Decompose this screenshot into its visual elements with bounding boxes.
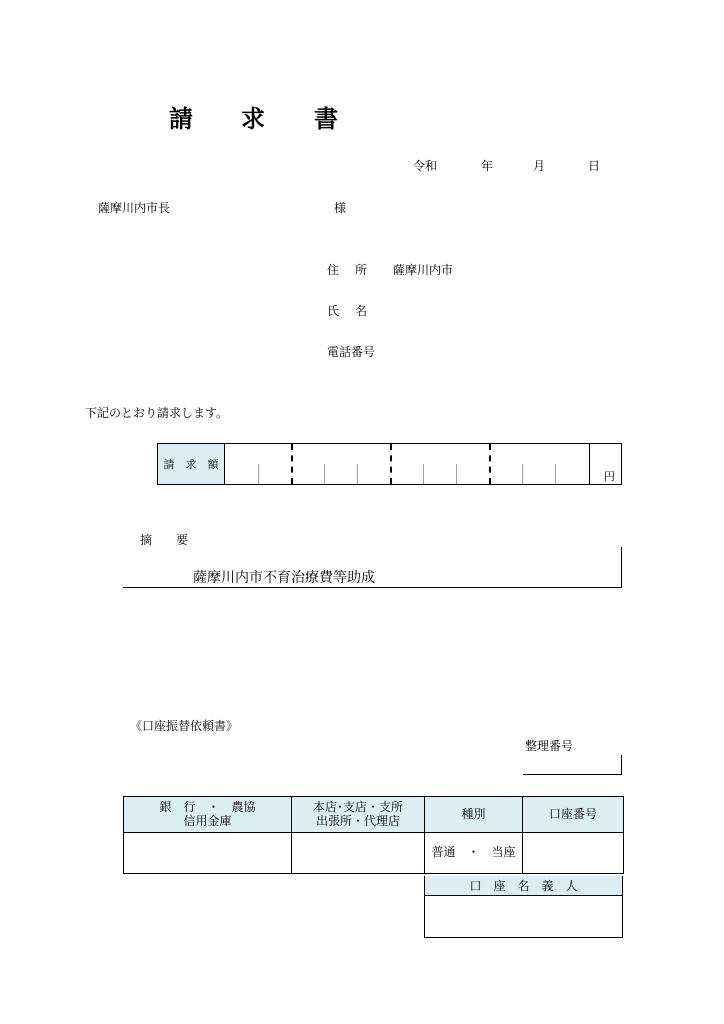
bank-table-data-row [124, 833, 624, 874]
digit-divider [456, 464, 457, 484]
bank-header-cell [124, 797, 292, 833]
date-day-unit: 日 [588, 159, 601, 173]
digit-divider [423, 464, 424, 484]
phone-label: 電話番号 [327, 345, 376, 359]
addressee-honorific: 様 [334, 201, 347, 215]
addressee-name: 薩摩川内市長 [98, 201, 171, 215]
account-number-header-cell: 口座番号 [523, 797, 624, 833]
title-char: 書 [314, 105, 338, 133]
date-year-unit: 年 [481, 159, 494, 173]
digit-divider [555, 464, 556, 484]
bank-header-line1: 銀 行 ・ 農協 [159, 799, 256, 814]
digit-divider [258, 464, 259, 484]
branch-header-line2: 出張所・代理店 [315, 813, 400, 828]
group-divider [489, 444, 491, 484]
amount-table [157, 443, 622, 485]
date-month-unit: 月 [533, 159, 546, 173]
yen-unit: 円 [604, 470, 615, 483]
bank-header-line2: 信用金庫 [183, 813, 232, 828]
group-divider [390, 444, 392, 484]
account-number-cell [523, 833, 624, 874]
account-holder-cell [425, 896, 622, 937]
title-char: 請 [169, 105, 193, 133]
bank-account-table [123, 796, 624, 874]
account-type-cell: 普通 ・ 当座 [425, 833, 523, 874]
branch-name-cell [292, 833, 425, 874]
summary-label: 摘 要 [140, 533, 189, 547]
title-char: 求 [241, 105, 265, 133]
amount-label: 請 求 額 [158, 444, 225, 484]
address-label: 住 所 [327, 263, 370, 277]
address-value: 薩摩川内市 [393, 263, 454, 277]
bank-name-cell [124, 833, 292, 874]
branch-header-line1: 本店･支店・支所 [312, 799, 403, 814]
ref-number-field [523, 755, 622, 775]
account-holder-header: 口 座 名 義 人 [425, 876, 622, 896]
name-label: 氏 名 [327, 304, 370, 318]
group-divider [291, 444, 293, 484]
branch-header-cell [292, 797, 425, 833]
account-holder-block [424, 876, 623, 938]
type-header-cell: 種別 [425, 797, 523, 833]
transfer-title: 《口座振替依頼書》 [130, 719, 239, 733]
digit-divider [522, 464, 523, 484]
bank-table-header-row [124, 797, 624, 833]
yen-cell [589, 444, 622, 484]
ref-number-label: 整理番号 [525, 739, 574, 753]
summary-value: 薩摩川内市不育治療費等助成 [193, 570, 375, 586]
statement-text: 下記のとおり請求します。 [85, 406, 229, 420]
digit-divider [324, 464, 325, 484]
date-era: 令和 [413, 159, 438, 173]
digit-divider [357, 464, 358, 484]
